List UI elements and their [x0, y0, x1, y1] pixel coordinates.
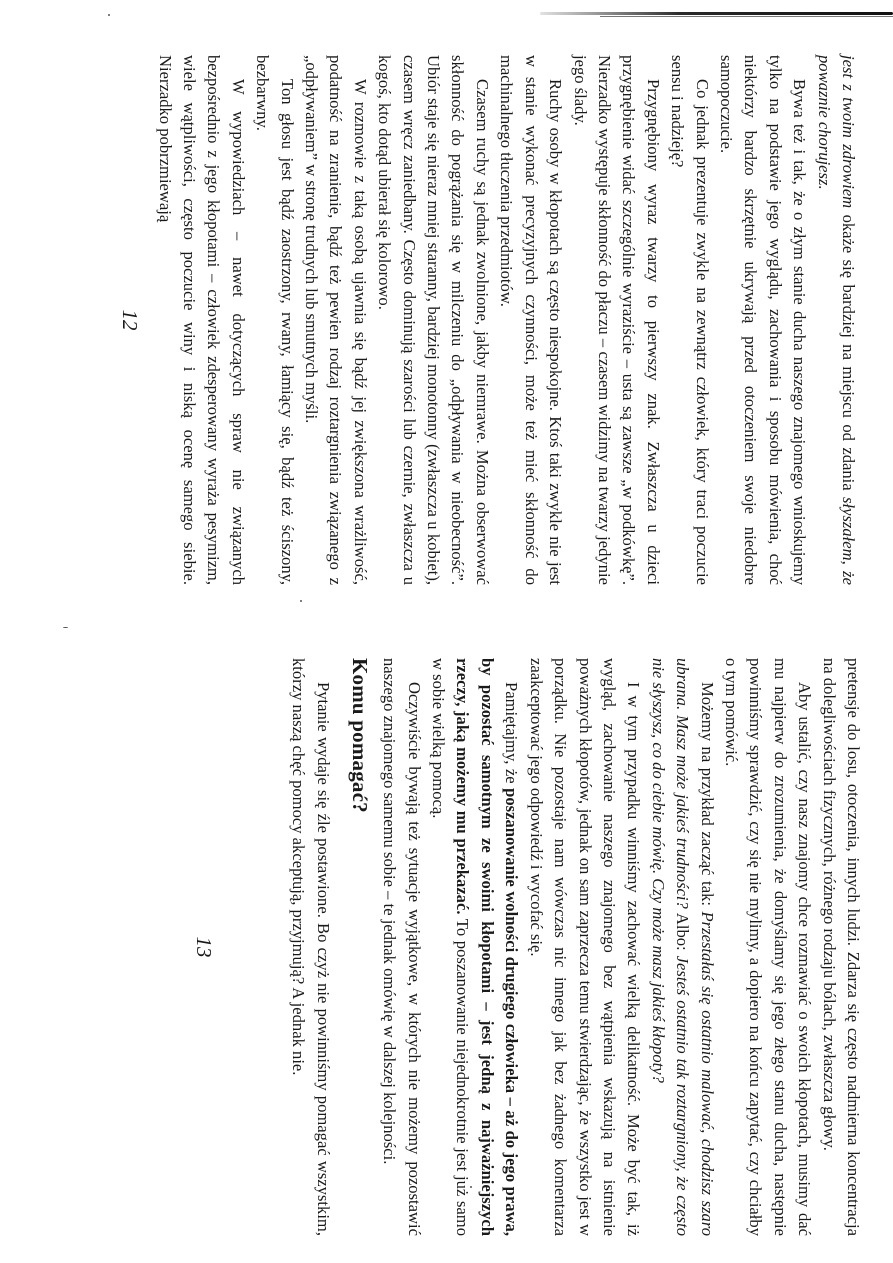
italic-text: słyszałem, że powaznie chorujesz. [814, 55, 858, 585]
paragraph: W rozmowie z taką osobą ujawnia się bądź jej zwiększona wrażliwość, podatność na zranienie, bądź też pewien rodzaj roztargnienia związanego z „odpływaniem” w stronę trudnych lub smutnych myśli. [302, 55, 370, 585]
paragraph: Aby ustalić, czy nasz znajomy chce rozmawiać o swoich kłopotach, musimy dać mu najpierw do zrozumienia, że domyślamy się jego złego stanu ducha, następnie powinniśmy sprawdzić, czy się nie mylimy, a dopiero na końcu zapytać, czy chciałby o tym pomówić. [721, 658, 815, 1236]
page-number: 13 [192, 936, 217, 958]
bold-text: poszanowanie wolności drugiego człowieka – aż do jego prawa, by pozostać samotnym ze swoimi kłopotami – jest jedną z najważniejszych rzeczy, jaką możemy mu przekazać. [453, 658, 522, 1236]
scan-edge-line [600, 16, 893, 17]
paragraph: Ton głosu jest bądź zaostrzony, rwany, łamiący się, bądź też ściszony, bezbarwny. [253, 55, 297, 585]
paragraph [426, 658, 524, 1236]
italic-text: Przestałaś się ostatnio malować, chodzisz szaro ubrana. Masz może jakieś trudności? [673, 658, 717, 1236]
italic-text: Jesteś ostatnio tak roztargniony, że często nie słyszysz, co do ciebie mówię. Czy może masz jakieś kłopoty? [648, 658, 693, 1236]
page-13 [192, 658, 865, 1236]
paragraph: Bywa też i tak, że o złym stanie ducha naszego znajomego wnioskujemy tylko na podstawie jego wyglądu, zachowania i sposobu mówienia, choć niektórzy bardzo skrzętnie ukrywają przed otoczeniem swoje niedobre samopoczucie. [716, 55, 810, 585]
text-span: Albo: [673, 908, 693, 956]
text-span: okaże się bardziej na miejscu od zdania [839, 208, 858, 498]
paragraph: Oczywiście bywają też sytuacje wyjątkowe, w których nie możemy pozostawić naszego znajomego samemu sobie – te jednak omówię w dalszej kolejności. [380, 658, 424, 1236]
paragraph: Pytanie wydaje się źle postawione. Bo czyż nie powinniśmy pomagać wszystkim, którzy naszą chęć pomocy akceptują, przyjmują? A jednak nie. [289, 658, 333, 1236]
scan-edge-shadow [540, 12, 893, 15]
paragraph [645, 658, 718, 1236]
paragraph: Ruchy osoby w kłopotach są często niespokojne. Ktoś taki zwykle nie jest w stanie wykonać precyzyjnych czynności, może też mieć skłonność do machinalnego tłuczenia przedmiotów. [497, 55, 566, 585]
paragraph: Przygnębiony wyraz twarzy to pierwszy znak. Zwłaszcza u dzieci przygnębienie widać szczególnie wyraziście – usta są zawsze „w podkówkę”. Nierzadko występuje skłonność do płaczu – czasem widzimy na twarzy jedynie jego ślady. [570, 55, 663, 585]
paragraph [811, 55, 860, 585]
text-span: To poszanowanie niejednokrotnie jest już samo w sobie wielką pomocą. [429, 658, 473, 1236]
paragraph: pretensje do losu, otoczenia, innych ludzi. Zdarza się często nadmierna koncentracja na dolegliwościach fizycznych, różnego rodzaju bólach, zwłaszcza głowy. [819, 658, 863, 1236]
text-span: Możemy na przykład zacząć tak: [697, 682, 717, 912]
scan-speck [300, 600, 302, 602]
section-heading: Komu pomagać? [347, 658, 372, 813]
scan-speck [63, 627, 68, 628]
italic-text: jest z twoim zdrowiem [839, 55, 858, 209]
paragraph: Czasem ruchy są jednak zwolnione, jakby niemrawe. Można obserwować skłonność do pogrążania się w milczeniu do „odpływania w nieobecność”. Ubiór staje się nieraz mniej staranny, bardziej monotonny (zwłaszcza u kobiet), czasem wręcz zaniedbany. Często dominują szarości lub czernie, zwłaszcza u kogoś, kto dotąd ubierał się kolorowo. [375, 55, 492, 585]
paragraph: W wypowiedziach – nawet dotyczących spraw nie związanych bezpośrednio z jego kłopotami – człowiek zdesperowany wyraża pesymizm, wiele wątpliwości, często poczucie winy i niską ocenę samego siebie. Nierzadko pobrzmiewają [155, 55, 248, 585]
paragraph: Co jednak prezentuje zwykle na zewnątrz człowiek, który traci poczucie sensu i nadzieję? [668, 55, 712, 585]
text-span: Pamiętajmy, że [502, 682, 522, 789]
paragraph: I w tym przypadku winniśmy zachować wielką delikatność. Może być tak, iż wygląd, zachowanie naszego znajomego bez wątpienia wskazują na istnienie poważnych kłopotów, jednak on sam zaprzecza temu stwierdzając, że wszystko jest w porządku. Nie pozostaje nam wówczas nic innego jak bez żadnego komentarza zaakceptować jego odpowiedź i wycofać się. [526, 658, 644, 1236]
scan-speck [108, 14, 110, 16]
page-12 [118, 55, 860, 585]
page-number: 12 [118, 309, 143, 331]
